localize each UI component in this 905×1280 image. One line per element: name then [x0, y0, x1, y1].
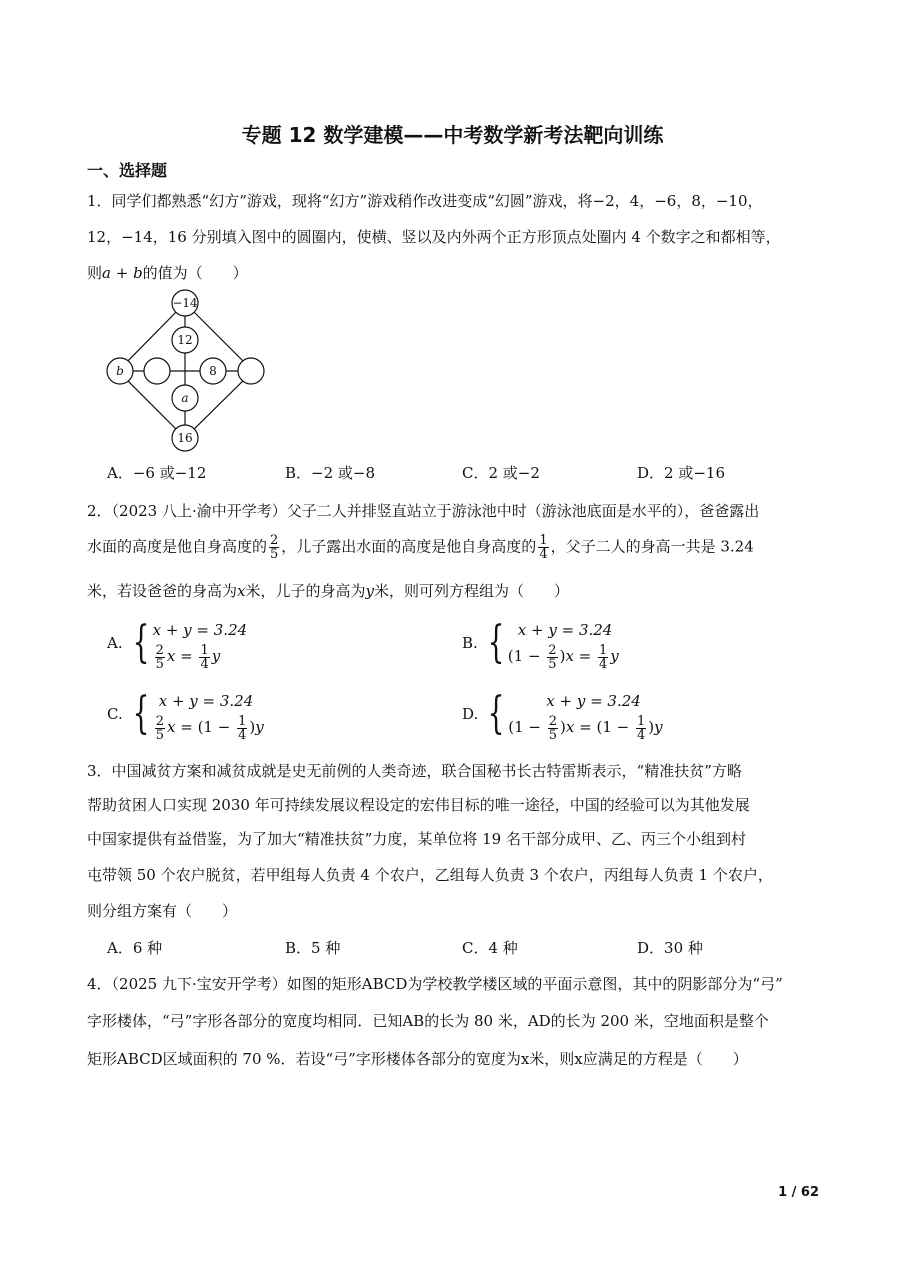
label-bottom: 16	[177, 431, 193, 445]
q3-line-1: 3．中国减贫方案和减贫成就是史无前例的人类奇迹，联合国秘书长古特雷斯表示，“精准扶贫”方略	[87, 762, 742, 780]
equation-1: x + y = 3.24	[158, 692, 254, 710]
label-inner-right: 8	[209, 364, 217, 378]
q3-line-5: 则分组方案有（ ）	[87, 902, 238, 920]
q2-option-c[interactable]	[107, 688, 264, 743]
option-label: B.	[462, 634, 478, 652]
brace-icon: {	[487, 617, 505, 668]
equation-system	[152, 617, 248, 672]
frac-den: 5	[270, 547, 279, 562]
q2-option-d[interactable]	[462, 688, 663, 743]
q4-line-3: 矩形ABCD区域面积的 70 %．若设“弓”字形楼体各部分的宽度为x米，则x应满足的方程是（ ）	[87, 1050, 748, 1068]
q2-option-b[interactable]	[462, 617, 619, 672]
q2-option-a[interactable]	[107, 617, 248, 672]
equation-system	[153, 688, 264, 743]
equation-1: x + y = 3.24	[546, 692, 641, 710]
equation-2: (1 − $\frac{2}{5}$ )x = (1 − $\frac{1}{4}$ )y	[508, 713, 663, 743]
q1-math-a-plus-b: a + b	[102, 264, 143, 282]
q2-line-3-c: 米，则可列方程组为（ ）	[373, 582, 569, 600]
frac-den: 4	[539, 547, 548, 562]
equation-2: (1 − $\frac{2}{5}$ )x = $\frac{1}{4}$ y	[507, 642, 619, 672]
q2-var-x: x	[237, 582, 246, 600]
label-left: b	[116, 364, 124, 378]
q2-line-1: 2．（2023 八上·渝中开学考）父子二人并排竖直站立于游泳池中时（游泳池底面是水平的），爸爸露出	[87, 502, 760, 520]
label-top: −14	[172, 296, 198, 310]
q1-option-c[interactable]: C．2 或−2	[462, 464, 540, 482]
q3-option-d[interactable]: D．30 种	[637, 939, 703, 957]
equation-1: x + y = 3.24	[152, 621, 248, 639]
label-inner-top: 12	[177, 333, 193, 347]
q2-var-y: y	[365, 582, 374, 600]
q4-line-2: 字形楼体，“弓”字形各部分的宽度均相同．已知AB的长为 80 米，AD的长为 200 米，空地面积是整个	[87, 1012, 769, 1030]
q2-line-2-b: ，儿子露出水面的高度是他自身高度的	[281, 537, 537, 556]
q3-line-2: 帮助贫困人口实现 2030 年可持续发展议程设定的宏伟目标的唯一途径，中国的经验可以为其他发展	[87, 796, 750, 814]
q2-line-2-a: 水面的高度是他自身高度的	[87, 537, 268, 556]
option-label: C.	[107, 705, 123, 723]
q1-line-1: 1．同学们都熟悉“幻方”游戏，现将“幻方”游戏稍作改进变成“幻圆”游戏，将−2，4，−6，8，−10，	[87, 192, 763, 210]
equation-system	[508, 688, 663, 743]
q2-fraction-1-4	[538, 534, 548, 561]
section-heading: 一、选择题	[87, 161, 168, 180]
frac-num: 1	[539, 533, 548, 548]
option-label: D.	[462, 705, 479, 723]
magic-circle-figure	[100, 288, 275, 453]
frac-num: 2	[270, 533, 279, 548]
q2-line-3-a: 米，若设爸爸的身高为	[87, 582, 238, 600]
equation-2: $\frac{2}{5}$ x = (1 − $\frac{1}{4}$ )y	[155, 713, 264, 743]
q2-line-3	[87, 580, 569, 601]
q2-line-2-c: ，父子二人的身高一共是 3.24	[550, 537, 754, 556]
equation-2: $\frac{2}{5}$ x = $\frac{1}{4}$ y	[155, 642, 221, 672]
q4-line-1: 4．（2025 九下·宝安开学考）如图的矩形ABCD为学校教学楼区域的平面示意图，其中的阴影部分为“弓”	[87, 975, 783, 993]
page-title: 专题 12 数学建模——中考数学新考法靶向训练	[241, 123, 664, 147]
circle-inner-left	[144, 358, 170, 384]
equation-system	[507, 617, 619, 672]
brace-icon: {	[132, 617, 150, 668]
q3-option-c[interactable]: C．4 种	[462, 939, 518, 957]
q3-line-4: 屯带领 50 个农户脱贫，若甲组每人负责 4 个农户，乙组每人负责 3 个农户，丙组每人负责 1 个农户，	[87, 866, 773, 884]
page-number: 1 / 62	[778, 1185, 819, 1200]
q2-line-3-b: 米，儿子的身高为	[245, 582, 366, 600]
q2-line-2	[87, 534, 754, 561]
q1-line-2: 12，−14，16 分别填入图中的圆圈内，使横、竖以及内外两个正方形顶点处圈内 4 个数字之和都相等，	[87, 228, 781, 246]
q1-option-b[interactable]: B．−2 或−8	[285, 464, 376, 482]
q2-fraction-2-5	[269, 534, 279, 561]
q1-line-3-post: 的值为（ ）	[142, 264, 248, 282]
q3-option-a[interactable]: A．6 种	[107, 939, 163, 957]
q1-line-3-pre: 则	[87, 264, 103, 282]
label-inner-bottom: a	[181, 391, 189, 405]
q3-line-3: 中国家提供有益借鉴，为了加大“精准扶贫”力度，某单位将 19 名干部分成甲、乙、丙三个小组到村	[87, 830, 746, 848]
q1-option-a[interactable]: A．−6 或−12	[107, 464, 207, 482]
brace-icon: {	[132, 688, 150, 739]
brace-icon: {	[487, 688, 505, 739]
q3-option-b[interactable]: B．5 种	[285, 939, 341, 957]
q1-option-d[interactable]: D．2 或−16	[637, 464, 725, 482]
option-label: A.	[107, 634, 123, 652]
circle-right	[238, 358, 264, 384]
q1-line-3	[87, 262, 248, 283]
equation-1: x + y = 3.24	[517, 621, 613, 639]
